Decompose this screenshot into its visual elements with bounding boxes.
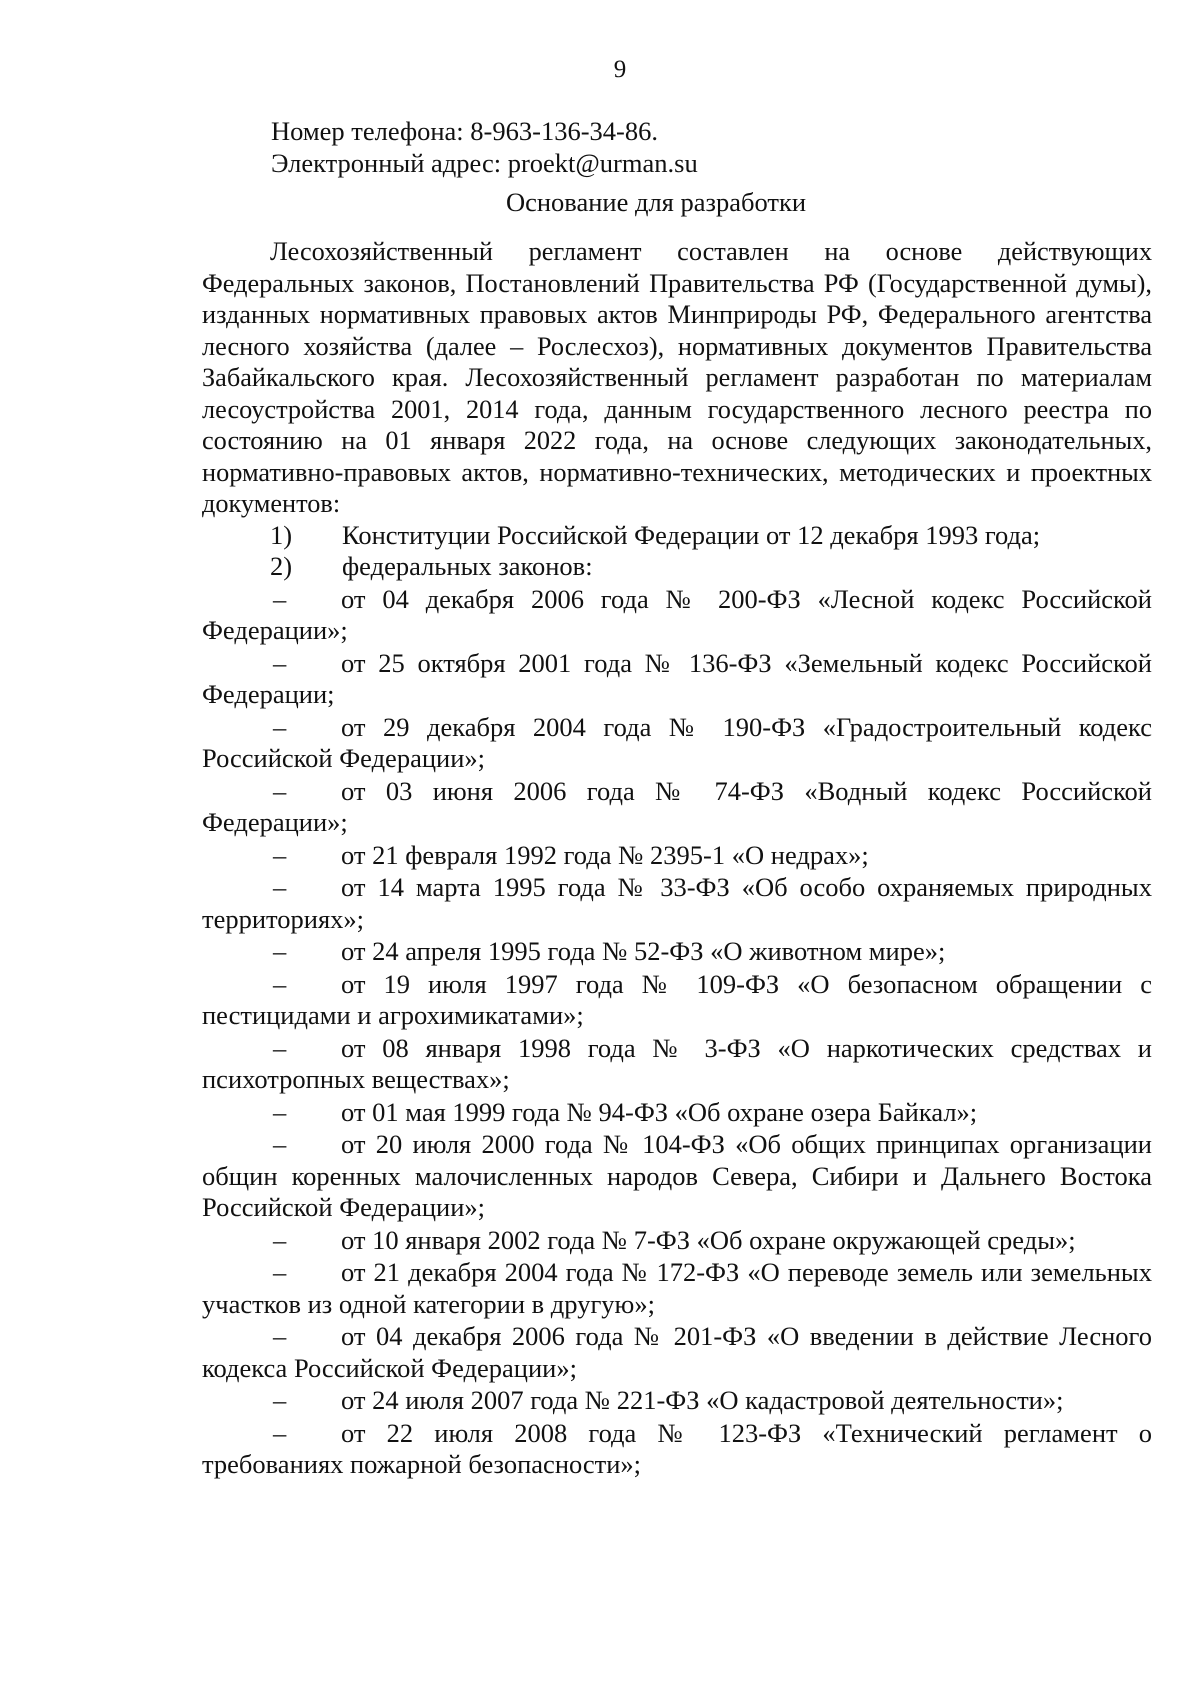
law-text: от 25 октября 2001 года № 136-ФЗ «Земельный кодекс Российской Федерации; <box>202 647 1152 709</box>
law-text: от 14 марта 1995 года № 33-ФЗ «Об особо охраняемых природных территориях»; <box>202 872 1152 934</box>
item-number: 2) <box>270 551 293 581</box>
dash-marker: – <box>273 839 287 870</box>
dash-marker: – <box>273 1385 287 1415</box>
law-item <box>202 872 1152 935</box>
dash-marker: – <box>273 1032 287 1063</box>
dash-marker: – <box>273 872 287 902</box>
law-item <box>202 1225 1152 1257</box>
dash-marker: – <box>273 775 287 806</box>
dash-marker: – <box>273 711 287 742</box>
law-item <box>202 712 1152 775</box>
dash-marker: – <box>273 583 287 614</box>
phone-line: Номер телефона: 8-963-136-34-86. <box>271 116 658 146</box>
page-number: 9 <box>613 56 627 83</box>
item-text: Конституции Российской Федерации от 12 декабря 1993 года; <box>342 519 1041 550</box>
law-item <box>202 776 1152 839</box>
item-text: федеральных законов: <box>342 551 593 581</box>
contact-block <box>271 116 698 179</box>
law-text: от 01 мая 1999 года № 94-ФЗ «Об охране озера Байкал»; <box>341 1096 978 1127</box>
numbered-item <box>202 520 1152 552</box>
law-text: от 04 декабря 2006 года № 201-ФЗ «О введении в действие Лесного кодекса Российской Федерации»; <box>202 1321 1152 1383</box>
item-number: 1) <box>270 519 293 550</box>
law-text: от 21 декабря 2004 года № 172-ФЗ «О переводе земель или земельных участков из одной категории в другую»; <box>202 1257 1152 1319</box>
law-item <box>202 1385 1152 1417</box>
law-item <box>202 648 1152 711</box>
law-text: от 10 января 2002 года № 7-ФЗ «Об охране окружающей среды»; <box>341 1224 1076 1255</box>
numbered-item <box>202 551 1152 583</box>
dash-marker: – <box>273 1257 287 1287</box>
law-item <box>202 840 1152 872</box>
law-text: от 08 января 1998 года № 3-ФЗ «О наркотических средствах и психотропных веществах»; <box>202 1032 1152 1094</box>
dash-marker: – <box>273 1417 287 1448</box>
law-text: от 19 июля 1997 года № 109-ФЗ «О безопасном обращении с пестицидами и агрохимикатами»; <box>202 968 1152 1030</box>
law-item <box>202 1418 1152 1481</box>
law-item <box>202 1033 1152 1096</box>
law-list <box>202 584 1152 1481</box>
law-text: от 29 декабря 2004 года № 190-ФЗ «Градостроительный кодекс Российской Федерации»; <box>202 711 1152 773</box>
dash-marker: – <box>273 968 287 999</box>
email-line: Электронный адрес: proekt@urman.su <box>271 147 698 178</box>
dash-marker: – <box>273 1321 287 1351</box>
dash-marker: – <box>273 936 287 966</box>
law-text: от 24 апреля 1995 года № 52-ФЗ «О животном мире»; <box>341 936 946 966</box>
law-text: от 03 июня 2006 года № 74-ФЗ «Водный кодекс Российской Федерации»; <box>202 775 1152 837</box>
dash-marker: – <box>273 1224 287 1255</box>
dash-marker: – <box>273 647 287 678</box>
law-text: от 04 декабря 2006 года № 200-ФЗ «Лесной кодекс Российской Федерации»; <box>202 583 1152 645</box>
dash-marker: – <box>273 1129 287 1159</box>
section-heading: Основание для разработки <box>505 187 807 217</box>
law-item <box>202 936 1152 968</box>
law-item <box>202 584 1152 647</box>
law-text: от 20 июля 2000 года № 104-ФЗ «Об общих принципах организации общин коренных малочисленных народов Севера, Сибири и Дальнего Востока Российской Федерации»; <box>202 1129 1152 1222</box>
dash-marker: – <box>273 1096 287 1127</box>
law-text: от 24 июля 2007 года № 221-ФЗ «О кадастровой деятельности»; <box>341 1385 1064 1415</box>
law-item <box>202 1097 1152 1129</box>
law-text: от 22 июля 2008 года № 123-ФЗ «Технический регламент о требованиях пожарной безопасности»; <box>202 1417 1152 1479</box>
law-text: от 21 февраля 1992 года № 2395-1 «О недрах»; <box>341 839 869 870</box>
law-item <box>202 969 1152 1032</box>
law-item <box>202 1129 1152 1224</box>
law-item <box>202 1321 1152 1384</box>
law-item <box>202 1257 1152 1320</box>
intro-paragraph: Лесохозяйственный регламент составлен на основе действующих Федеральных законов, Постановлений Правительства РФ (Государственной думы), изданных нормативных правовых актов Минприроды РФ, Федерального агентства лесного хозяйства (далее – Рослесхоз), нормативных документов Правительства Забайкальского края. Лесохозяйственный регламент разработан по материалам лесоустройства 2001, 2014 года, данным государственного лесного реестра по состоянию на 01 января 2022 года, на основе следующих законодательных, нормативно-правовых актов, нормативно-технических, методических и проектных документов: <box>202 237 1152 518</box>
document-body <box>202 236 1152 1482</box>
